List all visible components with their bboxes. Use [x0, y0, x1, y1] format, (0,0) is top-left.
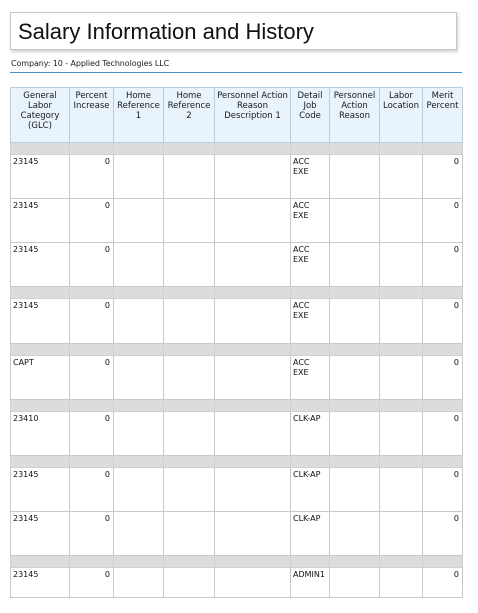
- column-header-merit-percent[interactable]: Merit Percent: [423, 88, 463, 143]
- separator-cell: [11, 400, 70, 412]
- page-title: Salary Information and History: [18, 19, 314, 44]
- table-row[interactable]: [11, 299, 463, 344]
- cell-percent-increase: 0: [70, 512, 114, 556]
- separator-cell: [70, 287, 114, 299]
- cell-merit-percent: 0: [423, 243, 463, 287]
- cell-personnel-action-reason: [330, 356, 380, 400]
- cell-merit-percent: 0: [423, 512, 463, 556]
- separator-cell: [215, 456, 291, 468]
- cell-labor-location: [380, 468, 423, 512]
- group-separator: [11, 287, 463, 299]
- cell-glc: 23145: [11, 512, 70, 556]
- cell-labor-location: [380, 199, 423, 243]
- company-label: Company: 10 - Applied Technologies LLC: [11, 59, 170, 68]
- cell-action-reason-description: [215, 199, 291, 243]
- separator-cell: [291, 344, 330, 356]
- separator-cell: [164, 143, 215, 155]
- table-body: [11, 143, 463, 598]
- cell-labor-location: [380, 155, 423, 199]
- table-row[interactable]: [11, 568, 463, 598]
- separator-cell: [164, 400, 215, 412]
- separator-cell: [291, 287, 330, 299]
- cell-detail-job-code: ACC EXE: [291, 356, 330, 400]
- cell-percent-increase: 0: [70, 468, 114, 512]
- column-header-glc[interactable]: General Labor Category (GLC): [11, 88, 70, 143]
- separator-cell: [330, 287, 380, 299]
- table-row[interactable]: [11, 243, 463, 287]
- cell-labor-location: [380, 568, 423, 598]
- cell-labor-location: [380, 512, 423, 556]
- page-title-panel: [10, 12, 457, 50]
- separator-cell: [330, 556, 380, 568]
- cell-detail-job-code: ACC EXE: [291, 199, 330, 243]
- cell-merit-percent: 0: [423, 412, 463, 456]
- cell-action-reason-description: [215, 468, 291, 512]
- table-row[interactable]: [11, 356, 463, 400]
- cell-personnel-action-reason: [330, 512, 380, 556]
- separator-cell: [330, 143, 380, 155]
- cell-personnel-action-reason: [330, 199, 380, 243]
- cell-home-reference-1: [114, 468, 164, 512]
- cell-home-reference-1: [114, 299, 164, 344]
- cell-detail-job-code: ACC EXE: [291, 299, 330, 344]
- group-separator: [11, 400, 463, 412]
- cell-home-reference-2: [164, 568, 215, 598]
- cell-merit-percent: 0: [423, 568, 463, 598]
- column-header-action-reason-description[interactable]: Personnel Action Reason Description 1: [215, 88, 291, 143]
- separator-cell: [423, 400, 463, 412]
- cell-percent-increase: 0: [70, 299, 114, 344]
- column-header-home-reference-1[interactable]: Home Reference 1: [114, 88, 164, 143]
- cell-labor-location: [380, 299, 423, 344]
- separator-cell: [380, 400, 423, 412]
- cell-home-reference-1: [114, 243, 164, 287]
- cell-merit-percent: 0: [423, 299, 463, 344]
- cell-glc: 23145: [11, 568, 70, 598]
- separator-cell: [291, 400, 330, 412]
- cell-action-reason-description: [215, 412, 291, 456]
- separator-cell: [114, 287, 164, 299]
- cell-home-reference-2: [164, 412, 215, 456]
- cell-personnel-action-reason: [330, 155, 380, 199]
- separator-cell: [291, 556, 330, 568]
- separator-cell: [11, 456, 70, 468]
- cell-home-reference-1: [114, 568, 164, 598]
- cell-action-reason-description: [215, 155, 291, 199]
- separator-cell: [215, 143, 291, 155]
- separator-cell: [330, 400, 380, 412]
- separator-cell: [215, 287, 291, 299]
- cell-action-reason-description: [215, 512, 291, 556]
- salary-history-table: [10, 87, 463, 598]
- cell-home-reference-1: [114, 155, 164, 199]
- group-separator: [11, 344, 463, 356]
- column-header-home-reference-2[interactable]: Home Reference 2: [164, 88, 215, 143]
- separator-cell: [164, 287, 215, 299]
- cell-personnel-action-reason: [330, 412, 380, 456]
- separator-cell: [11, 287, 70, 299]
- separator-cell: [215, 344, 291, 356]
- separator-cell: [164, 556, 215, 568]
- separator-cell: [423, 556, 463, 568]
- separator-cell: [423, 287, 463, 299]
- cell-home-reference-1: [114, 199, 164, 243]
- cell-percent-increase: 0: [70, 199, 114, 243]
- table-row[interactable]: [11, 199, 463, 243]
- company-divider: [10, 72, 462, 73]
- separator-cell: [380, 143, 423, 155]
- cell-personnel-action-reason: [330, 243, 380, 287]
- separator-cell: [70, 344, 114, 356]
- table-row[interactable]: [11, 468, 463, 512]
- separator-cell: [70, 143, 114, 155]
- cell-labor-location: [380, 356, 423, 400]
- cell-action-reason-description: [215, 243, 291, 287]
- cell-merit-percent: 0: [423, 199, 463, 243]
- separator-cell: [423, 344, 463, 356]
- table-row[interactable]: [11, 512, 463, 556]
- cell-glc: 23145: [11, 199, 70, 243]
- separator-cell: [70, 556, 114, 568]
- table-row[interactable]: [11, 155, 463, 199]
- cell-detail-job-code: CLK-AP: [291, 468, 330, 512]
- cell-home-reference-2: [164, 468, 215, 512]
- cell-merit-percent: 0: [423, 155, 463, 199]
- separator-cell: [11, 143, 70, 155]
- cell-home-reference-2: [164, 299, 215, 344]
- cell-action-reason-description: [215, 299, 291, 344]
- cell-detail-job-code: ADMIN1: [291, 568, 330, 598]
- cell-home-reference-2: [164, 199, 215, 243]
- separator-cell: [380, 344, 423, 356]
- cell-home-reference-1: [114, 412, 164, 456]
- separator-cell: [164, 344, 215, 356]
- separator-cell: [380, 287, 423, 299]
- group-separator: [11, 143, 463, 155]
- cell-percent-increase: 0: [70, 412, 114, 456]
- column-header-detail-job-code[interactable]: Detail Job Code: [291, 88, 330, 143]
- separator-cell: [380, 456, 423, 468]
- cell-glc: 23145: [11, 299, 70, 344]
- cell-glc: 23410: [11, 412, 70, 456]
- separator-cell: [11, 556, 70, 568]
- separator-cell: [70, 456, 114, 468]
- separator-cell: [380, 556, 423, 568]
- table-row[interactable]: [11, 412, 463, 456]
- separator-cell: [114, 400, 164, 412]
- group-separator: [11, 556, 463, 568]
- cell-home-reference-2: [164, 155, 215, 199]
- cell-action-reason-description: [215, 356, 291, 400]
- separator-cell: [70, 400, 114, 412]
- cell-home-reference-2: [164, 356, 215, 400]
- cell-merit-percent: 0: [423, 468, 463, 512]
- separator-cell: [423, 456, 463, 468]
- separator-cell: [215, 556, 291, 568]
- cell-home-reference-2: [164, 512, 215, 556]
- cell-detail-job-code: CLK-AP: [291, 412, 330, 456]
- separator-cell: [291, 143, 330, 155]
- separator-cell: [423, 143, 463, 155]
- cell-labor-location: [380, 243, 423, 287]
- separator-cell: [114, 143, 164, 155]
- separator-cell: [330, 456, 380, 468]
- separator-cell: [114, 456, 164, 468]
- cell-detail-job-code: ACC EXE: [291, 155, 330, 199]
- cell-home-reference-1: [114, 356, 164, 400]
- cell-glc: 23145: [11, 155, 70, 199]
- separator-cell: [114, 344, 164, 356]
- cell-personnel-action-reason: [330, 299, 380, 344]
- group-separator: [11, 456, 463, 468]
- cell-personnel-action-reason: [330, 568, 380, 598]
- cell-percent-increase: 0: [70, 356, 114, 400]
- cell-glc: CAPT: [11, 356, 70, 400]
- separator-cell: [291, 456, 330, 468]
- cell-home-reference-2: [164, 243, 215, 287]
- cell-personnel-action-reason: [330, 468, 380, 512]
- cell-glc: 23145: [11, 468, 70, 512]
- separator-cell: [11, 344, 70, 356]
- cell-labor-location: [380, 412, 423, 456]
- cell-merit-percent: 0: [423, 356, 463, 400]
- cell-percent-increase: 0: [70, 568, 114, 598]
- separator-cell: [215, 400, 291, 412]
- cell-home-reference-1: [114, 512, 164, 556]
- cell-glc: 23145: [11, 243, 70, 287]
- table-header-row: [11, 88, 463, 143]
- separator-cell: [114, 556, 164, 568]
- separator-cell: [164, 456, 215, 468]
- column-header-percent-increase[interactable]: Percent Increase: [70, 88, 114, 143]
- cell-percent-increase: 0: [70, 243, 114, 287]
- separator-cell: [330, 344, 380, 356]
- cell-percent-increase: 0: [70, 155, 114, 199]
- cell-action-reason-description: [215, 568, 291, 598]
- cell-detail-job-code: ACC EXE: [291, 243, 330, 287]
- cell-detail-job-code: CLK-AP: [291, 512, 330, 556]
- column-header-personnel-action-reason[interactable]: Personnel Action Reason: [330, 88, 380, 143]
- column-header-labor-location[interactable]: Labor Location: [380, 88, 423, 143]
